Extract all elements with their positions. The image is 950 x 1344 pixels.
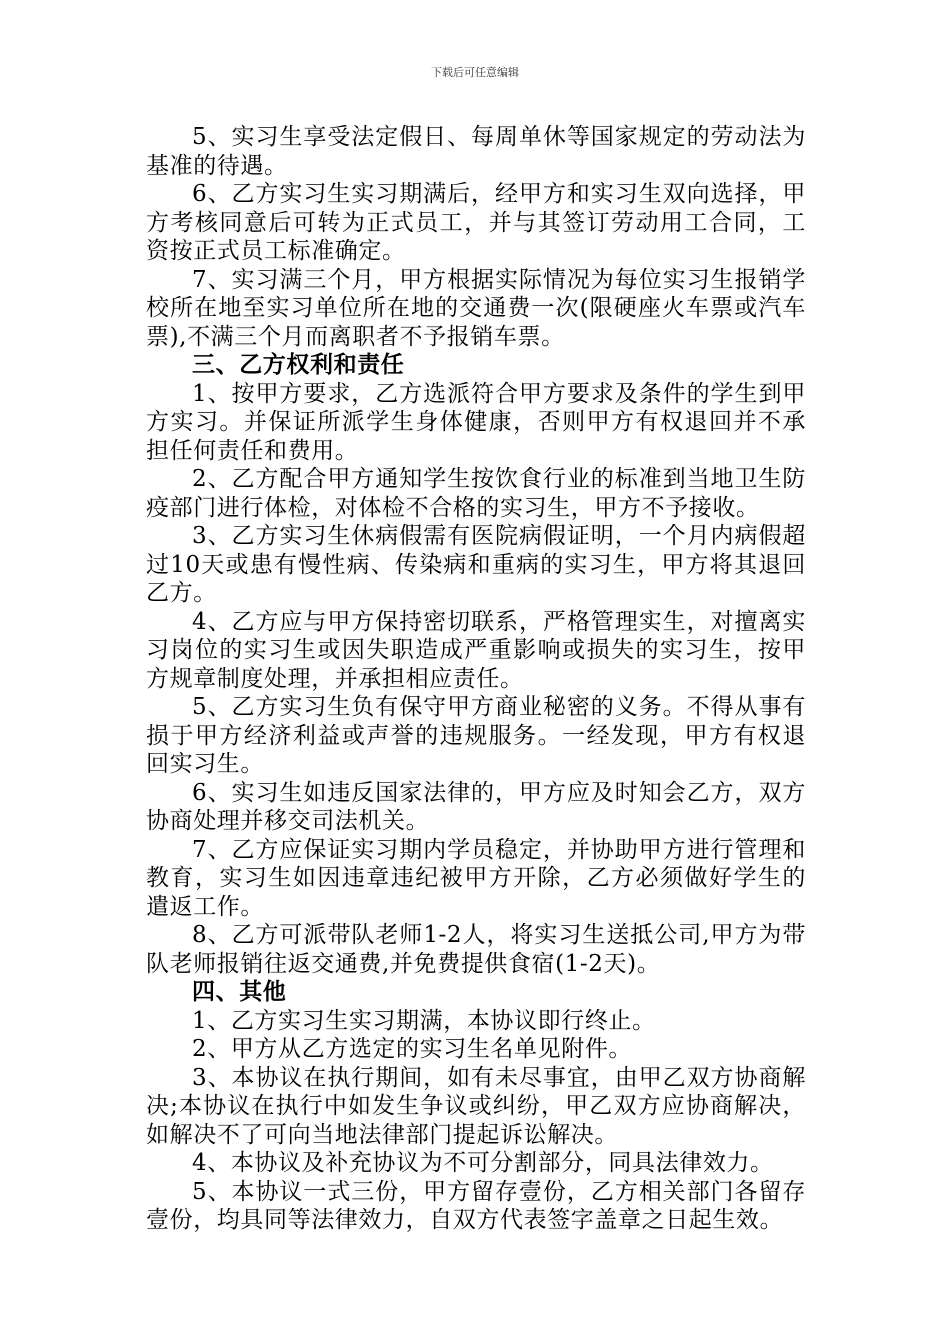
clause-paragraph: 2、乙方配合甲方通知学生按饮食行业的标准到当地卫生防疫部门进行体检，对体检不合格的实习生，甲方不予接收。 [146,466,806,521]
clause-paragraph: 5、乙方实习生负有保守甲方商业秘密的义务。不得从事有损于甲方经济利益或声誉的违规服务。一经发现，甲方有权退回实习生。 [146,694,806,777]
clause-paragraph: 5、本协议一式三份，甲方留存壹份，乙方相关部门各留存壹份，均具同等法律效力，自双方代表签字盖章之日起生效。 [146,1178,806,1233]
clause-paragraph: 2、甲方从乙方选定的实习生名单见附件。 [192,1036,633,1062]
document-body [146,123,806,1235]
clause-paragraph: 4、乙方应与甲方保持密切联系，严格管理实生，对擅离实习岗位的实习生或因失职造成严重影响或损失的实习生，按甲方规章制度处理，并承担相应责任。 [146,608,806,692]
clause-paragraph: 6、实习生如违反国家法律的，甲方应及时知会乙方，双方协商处理并移交司法机关。 [146,779,806,834]
clause-paragraph: 5、实习生享受法定假日、每周单休等国家规定的劳动法为基准的待遇。 [146,124,806,179]
page-header-note: 下载后可任意编辑 [431,66,519,79]
clause-paragraph: 8、乙方可派带队老师1-2人，将实习生送抵公司,甲方为带队老师报销往返交通费,并免费提供食宿(1-2天)。 [146,922,806,977]
clause-paragraph: 6、乙方实习生实习期满后，经甲方和实习生双向选择，甲方考核同意后可转为正式员工，并与其签订劳动用工合同，工资按正式员工标准确定。 [146,181,806,264]
clause-paragraph: 1、按甲方要求，乙方选派符合甲方要求及条件的学生到甲方实习。并保证所派学生身体健康，否则甲方有权退回并不承担任何责任和费用。 [146,380,806,464]
clause-paragraph: 4、本协议及补充协议为不可分割部分，同具法律效力。 [192,1150,774,1176]
clause-paragraph: 7、乙方应保证实习期内学员稳定，并协助甲方进行管理和教育，实习生如因违章违纪被甲方开除，乙方必须做好学生的遣返工作。 [146,836,806,920]
section-heading: 三、乙方权利和责任 [192,351,405,378]
clause-paragraph: 3、本协议在执行期间，如有未尽事宜，由甲乙双方协商解决;本协议在执行中如发生争议或纠纷，甲乙双方应协商解决，如解决不了可向当地法律部门提起诉讼解决。 [146,1064,806,1148]
clause-paragraph: 1、乙方实习生实习期满，本协议即行终止。 [192,1007,656,1034]
section-heading: 四、其他 [192,978,287,1005]
clause-paragraph: 7、实习满三个月，甲方根据实际情况为每位实习生报销学校所在地至实习单位所在地的交通费一次(限硬座火车票或汽车票),不满三个月而离职者不予报销车票。 [146,266,806,350]
clause-paragraph: 3、乙方实习生休病假需有医院病假证明，一个月内病假超过10天或患有慢性病、传染病和重病的实习生，甲方将其退回乙方。 [146,523,806,606]
